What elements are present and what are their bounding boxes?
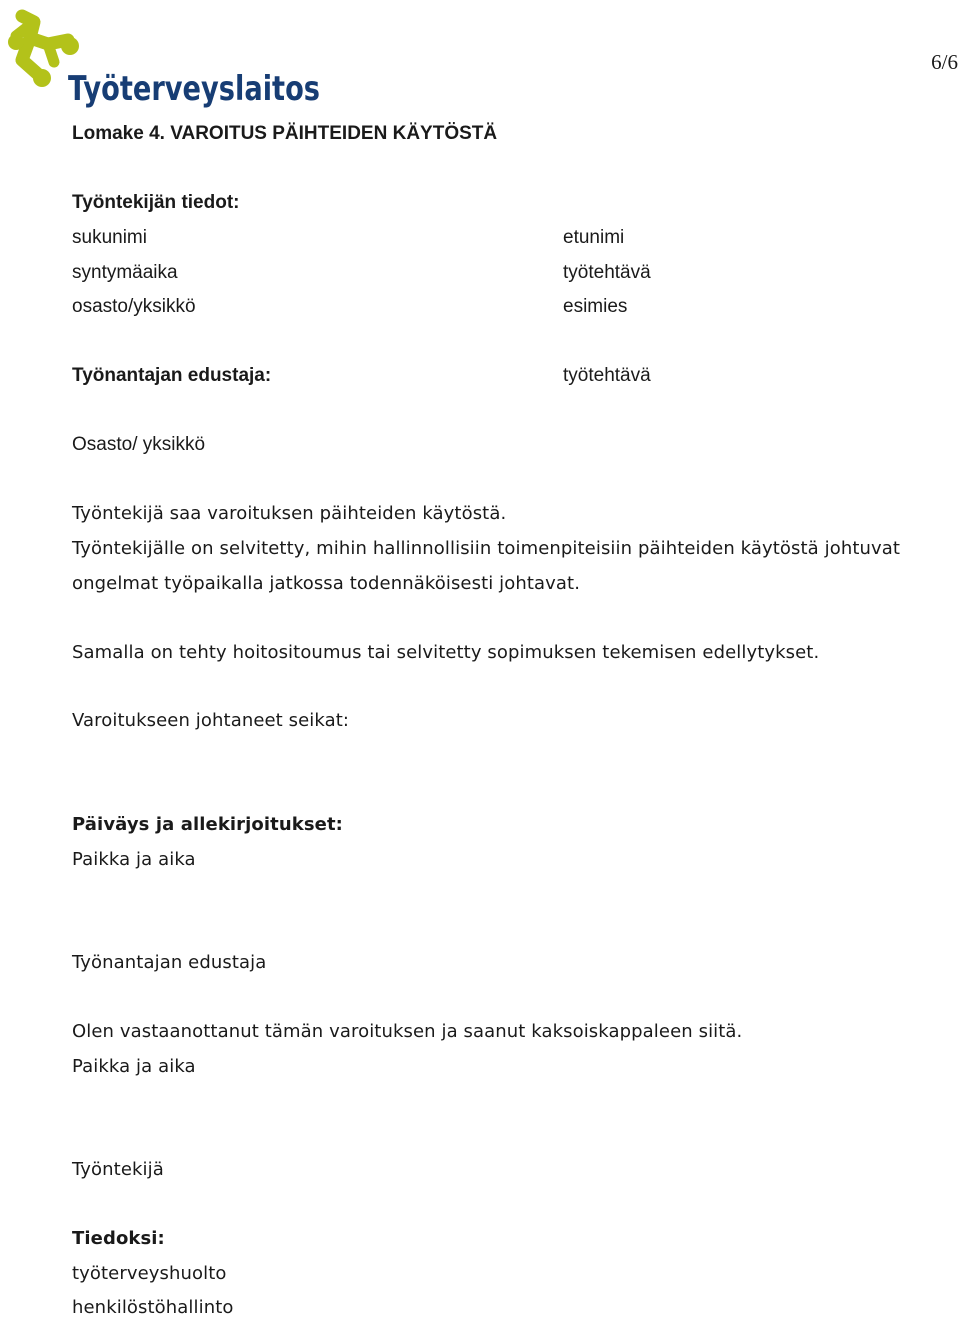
treatment-commitment-text: Samalla on tehty hoitositoumus tai selvitetty sopimuksen tekemisen edellytykset. [72, 642, 820, 663]
place-time-label-1: Paikka ja aika [72, 849, 196, 870]
page-number: 6/6 [931, 50, 958, 74]
logo-wordmark: Työterveyslaitos [68, 69, 320, 109]
place-time-label-2: Paikka ja aika [72, 1056, 196, 1077]
distribution-heading: Tiedoksi: [72, 1228, 165, 1249]
warning-statement: Työntekijä saa varoituksen päihteiden käytöstä. [72, 503, 507, 524]
recipient-hr: henkilöstöhallinto [72, 1297, 234, 1318]
birthdate-label: syntymäaika [72, 262, 178, 283]
employee-department-label: osasto/yksikkö [72, 296, 196, 317]
consequences-text-line-1: Työntekijälle on selvitetty, mihin hallinnollisiin toimenpiteisiin päihteiden käytöstä johtuvat [72, 538, 901, 559]
receipt-statement: Olen vastaanottanut tämän varoituksen ja saanut kaksoiskappaleen siitä. [72, 1021, 743, 1042]
supervisor-label: esimies [563, 296, 628, 317]
firstname-label: etunimi [563, 227, 625, 248]
reasons-label: Varoitukseen johtaneet seikat: [72, 710, 350, 731]
employer-representative-label: Työnantajan edustaja [72, 952, 267, 973]
employee-section-heading: Työntekijän tiedot: [72, 192, 240, 213]
employee-signature-label: Työntekijä [72, 1159, 164, 1180]
employer-department-label: Osasto/ yksikkö [72, 434, 206, 455]
employer-section-heading: Työnantajan edustaja: [72, 365, 272, 386]
surname-label: sukunimi [72, 227, 147, 248]
form-title: Lomake 4. VAROITUS PÄIHTEIDEN KÄYTÖSTÄ [72, 123, 498, 144]
recipient-occupational-health: työterveyshuolto [72, 1263, 227, 1284]
employee-job-label: työtehtävä [563, 262, 651, 283]
consequences-text-line-2: ongelmat työpaikalla jatkossa todennäköisesti johtavat. [72, 573, 581, 594]
employer-job-label: työtehtävä [563, 365, 651, 386]
tyoterveyslaitos-logo [4, 2, 324, 112]
signatures-heading: Päiväys ja allekirjoitukset: [72, 814, 343, 835]
